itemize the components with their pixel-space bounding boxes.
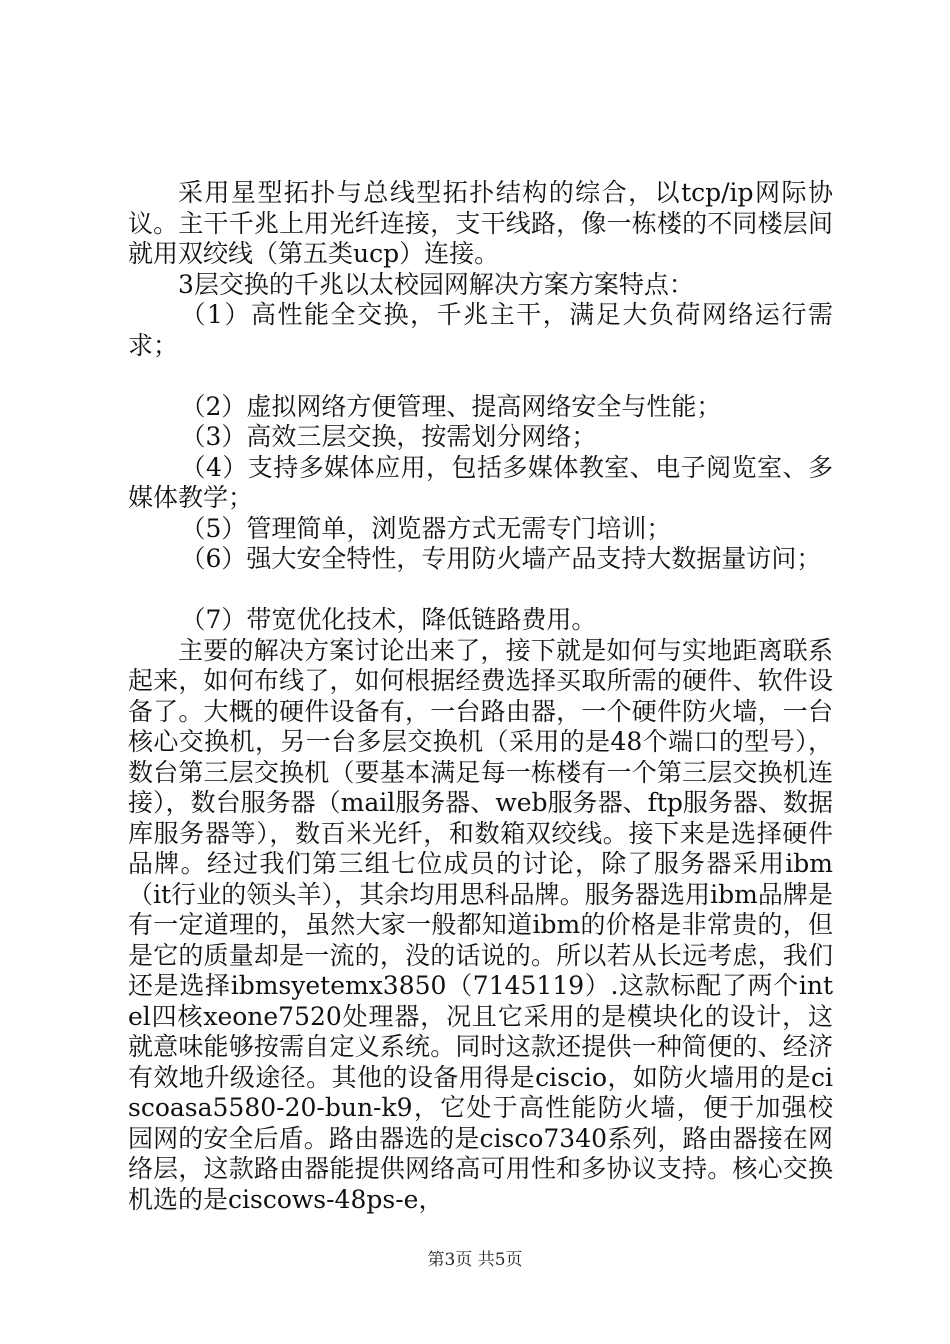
feature-item-2: （2）虚拟网络方便管理、提高网络安全与性能； bbox=[180, 391, 722, 421]
paragraph-hardware-selection: 主要的解决方案讨论出来了，接下就是如何与实地距离联系起来，如何布线了，如何根据经费选择买取所需的硬件、软件设备了。大概的硬件设备有，一台路由器，一个硬件防火墙，一台核心交换机，另一台多层交换机（采用的是48个端口的型号），数台第三层交换机（要基本满足每一栋楼有一个第三层交换机连接），数台服务器（mail服务器、web服务器、ftp服务器、数据库服务器等），数百米光纤，和数箱双绞线。接下来是选择硬件品牌。经过我们第三组七位成员的讨论，除了服务器采用ibm（it行业的领头羊），其余均用思科品牌。服务器选用ibm品牌是有一定道理的，虽然大家一般都知道ibm的价格是非常贵的，但是它的质量却是一流的，没的话说的。所以若从长远考虑，我们还是选择ibmsyetemx3850（7145119）.这款标配了两个intel四核xeone7520处理器，况且它采用的是模块化的设计，这就意味能够按需自定义系统。同时这款还提供一种简便的、经济有效地升级途径。其他的设备用得是ciscio，如防火墙用的是ciscoasa5580-20-bun-k9，它处于高性能防火墙，便于加强校园网的安全后盾。路由器选的是cisco7340系列，路由器接在网络层，这款路由器能提供网络高可用性和多协议支持。核心交换机选的是ciscows-48ps-e， bbox=[128, 635, 833, 1214]
feature-item-6: （6）强大安全特性，专用防火墙产品支持大数据量访问； bbox=[180, 544, 822, 573]
feature-item-5: （5）管理简单，浏览器方式无需专门培训； bbox=[180, 513, 672, 543]
page-number-footer: 第3页 共5页 bbox=[427, 1250, 523, 1270]
blank-line bbox=[128, 361, 833, 392]
document-body bbox=[128, 178, 833, 1215]
feature-item-3: （3）高效三层交换，按需划分网络； bbox=[180, 422, 597, 451]
paragraph-topology: 采用星型拓扑与总线型拓扑结构的综合，以tcp/ip网际协议。主干千兆上用光纤连接，支干线路，像一栋楼的不同楼层间就用双绞线（第五类ucp）连接。 bbox=[128, 178, 833, 268]
feature-item-4: （4）支持多媒体应用，包括多媒体教室、电子阅览室、多媒体教学； bbox=[128, 452, 833, 512]
feature-item-7: （7）带宽优化技术，降低链路费用。 bbox=[180, 605, 597, 634]
feature-item-1: （1）高性能全交换，千兆主干，满足大负荷网络运行需求； bbox=[128, 300, 833, 360]
blank-line bbox=[128, 575, 833, 606]
paragraph-solution-features-heading: 3层交换的千兆以太校园网解决方案方案特点： bbox=[178, 269, 694, 299]
